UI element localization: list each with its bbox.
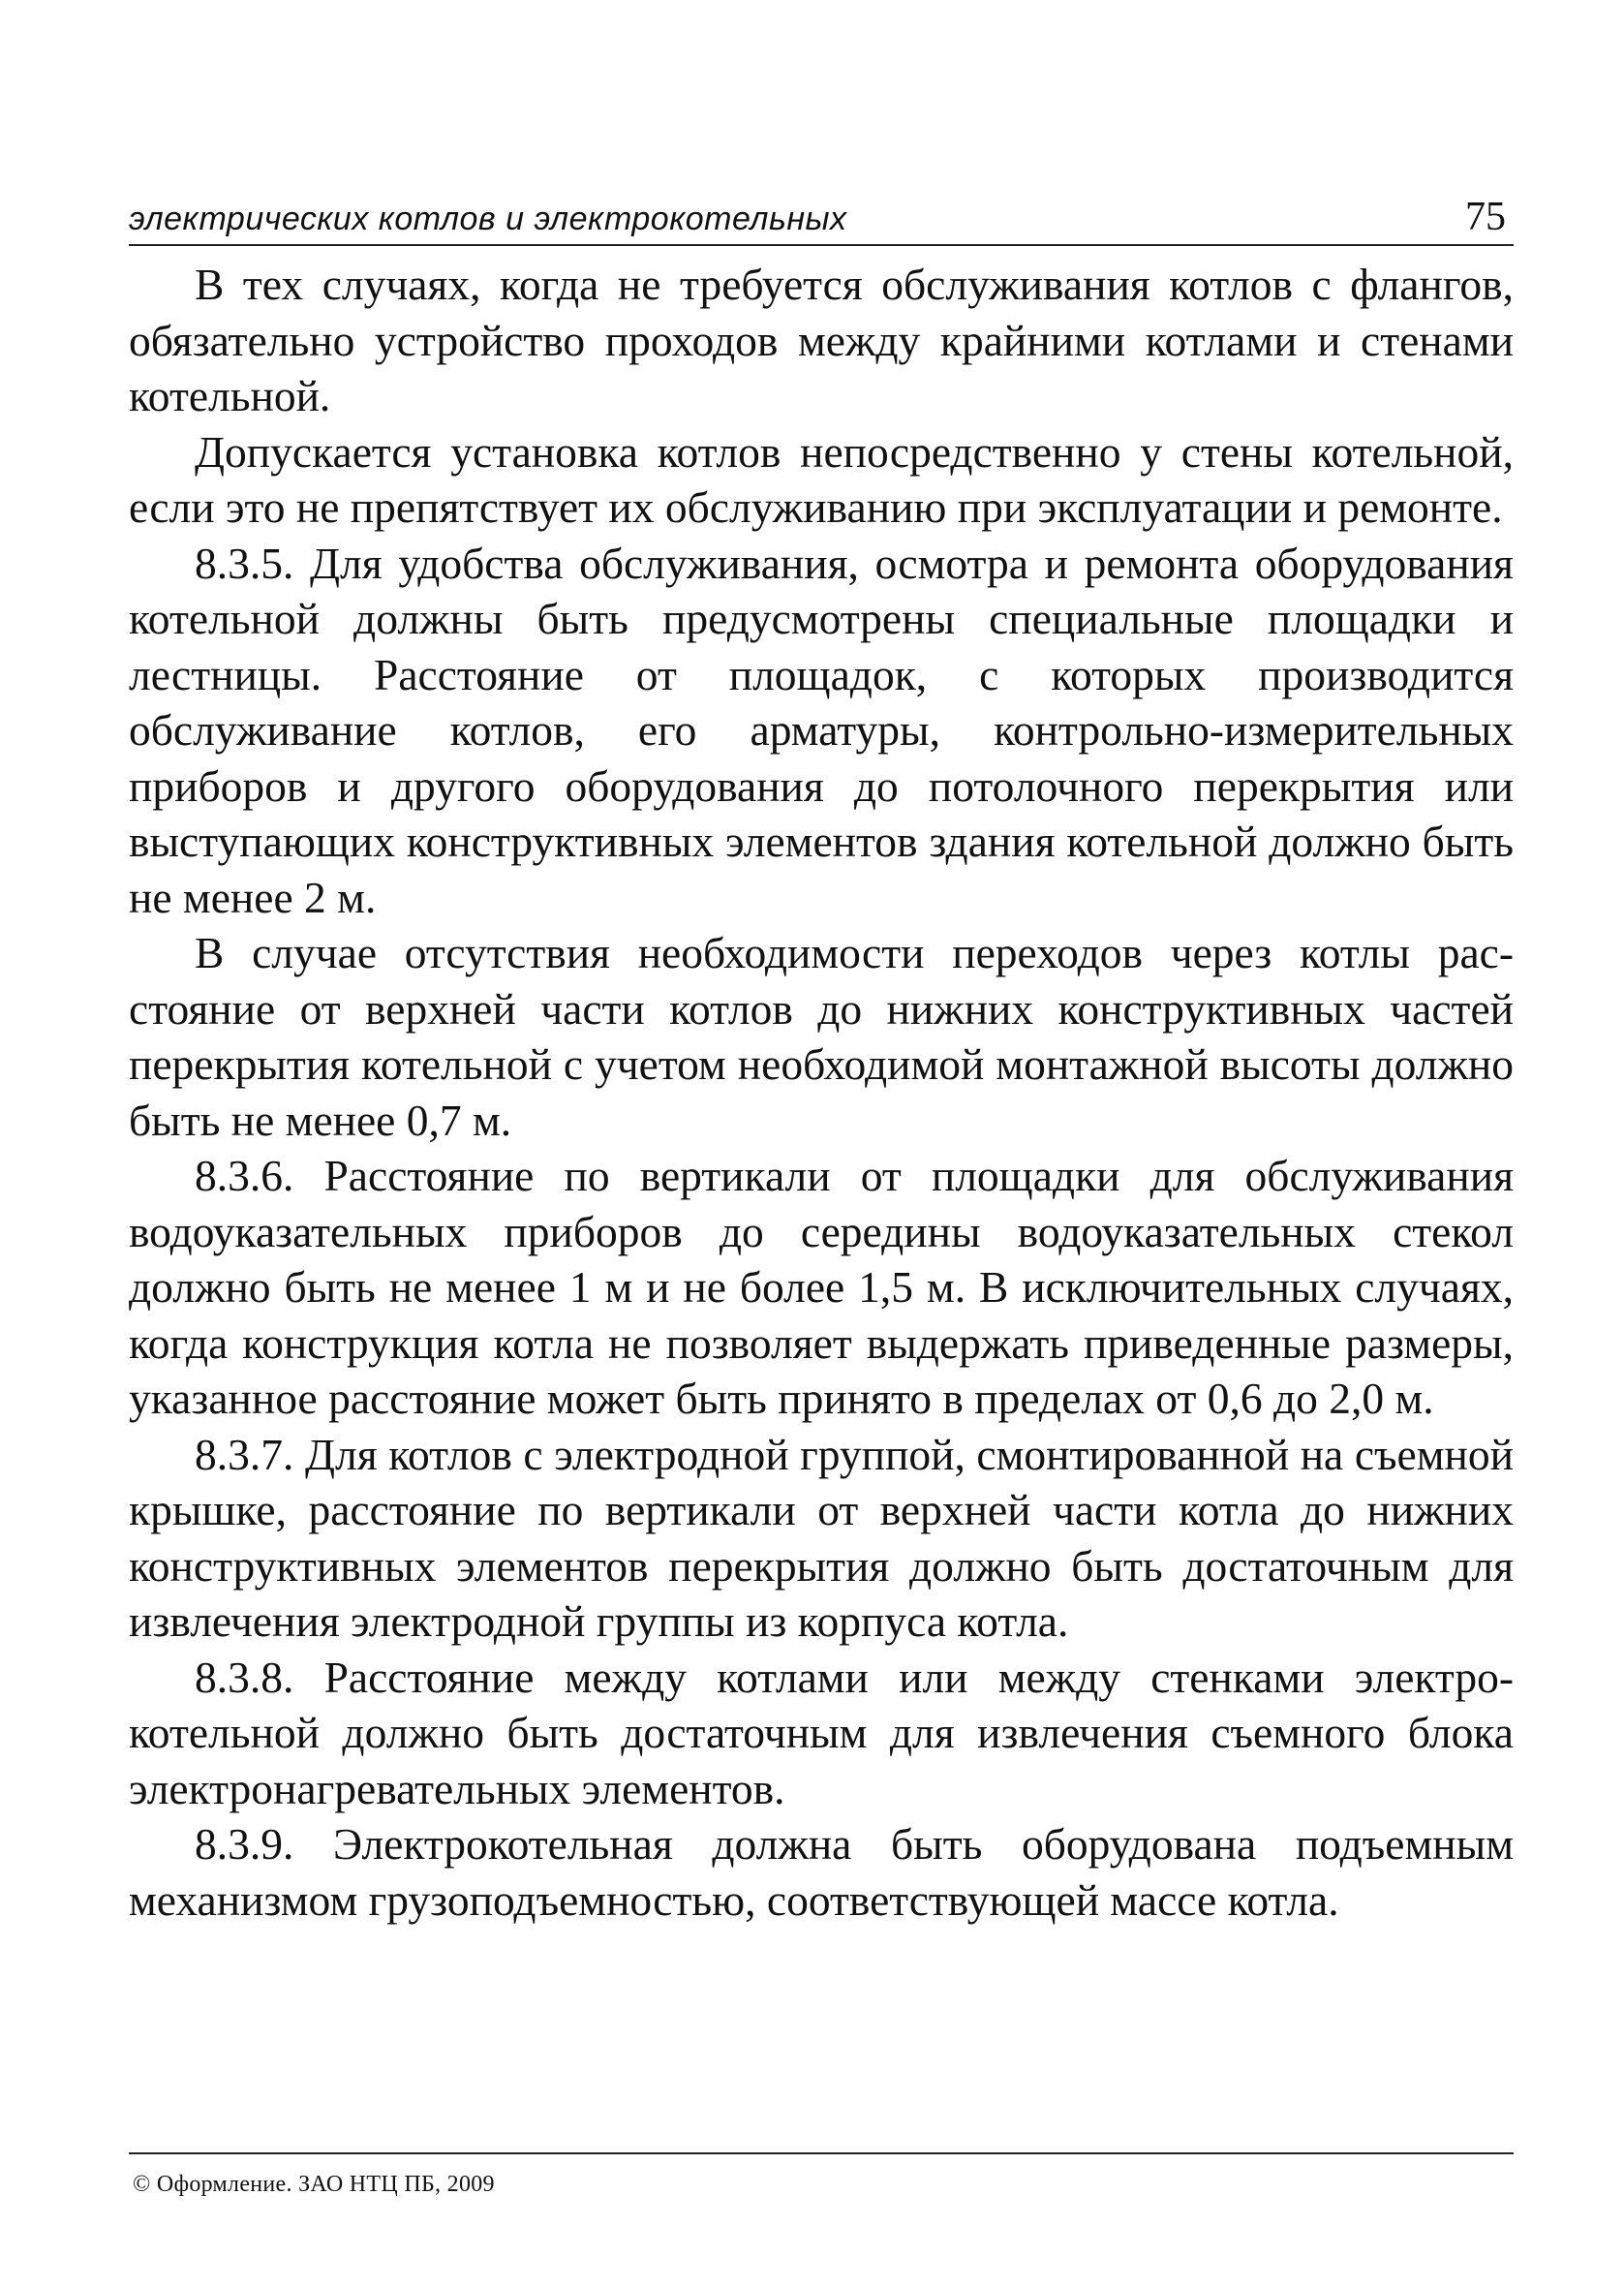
page-number: 75 bbox=[1465, 195, 1506, 239]
paragraph-8-3-9: 8.3.9. Электрокотельная должна быть оборудована подъемным механизмом грузоподъемностью, соответствующей массе котла. bbox=[129, 1819, 1514, 1925]
copyright-notice: © Оформление. ЗАО НТЦ ПБ, 2009 bbox=[133, 2172, 495, 2197]
paragraph-8-3-6: 8.3.6. Расстояние по вертикали от площадки для обслуживания водоуказательных приборов до середины водоуказательных стекол должно быть не менее 1 м и не более 1,5 м. В исключительных случаях, когда конструкция котла не позволяет выдержать приведенные размеры, указанное расстояние может быть принято в пределах от 0,6 до 2,0 м. bbox=[129, 1151, 1514, 1423]
paragraph-8-3-8: 8.3.8. Расстояние между котлами или между стенками электрокотельной должно быть достаточным для извлечения съемного блока электронагревательных элементов. bbox=[129, 1652, 1514, 1813]
paragraph: В тех случаях, когда не требуется обслуживания котлов с флангов, обязательно устройство проходов между крайними котлами и стенами котельной. bbox=[129, 260, 1514, 420]
paragraph-8-3-7: 8.3.7. Для котлов с электродной группой, смонтированной на съемной крышке, расстояние по вертикали от верхней части котла до нижних конструктивных элементов перекрытия должно быть достаточным для извлечения электродной группы из корпуса котла. bbox=[129, 1429, 1514, 1646]
running-title: электрических котлов и электрокотельных bbox=[129, 201, 847, 237]
body-text bbox=[129, 257, 1514, 1928]
running-header bbox=[129, 194, 1514, 246]
paragraph-8-3-5: 8.3.5. Для удобства обслуживания, осмотра и ремонта оборудования котельной должны быть предусмотрены специальные площадки и лестницы. Расстояние от площадок, с которых производится обслуживание котлов, его арматуры, контрольно-измерительных приборов и другого оборудования до потолочного перекрытия или выступающих конструктивных элементов здания котельной должно быть не менее 2 м. bbox=[129, 538, 1514, 922]
paragraph: Допускается установка котлов непосредственно у стены котельной, если это не препятствует их обслуживанию при эксплуатации и ремонте. bbox=[129, 426, 1514, 532]
footer bbox=[129, 2152, 1514, 2197]
paragraph: В случае отсутствия необходимости переходов через котлы расстояние от верхней части котлов до нижних конструктивных частей перекрытия котельной с учетом необходимой монтажной высоты должно быть не менее 0,7 м. bbox=[129, 928, 1514, 1145]
